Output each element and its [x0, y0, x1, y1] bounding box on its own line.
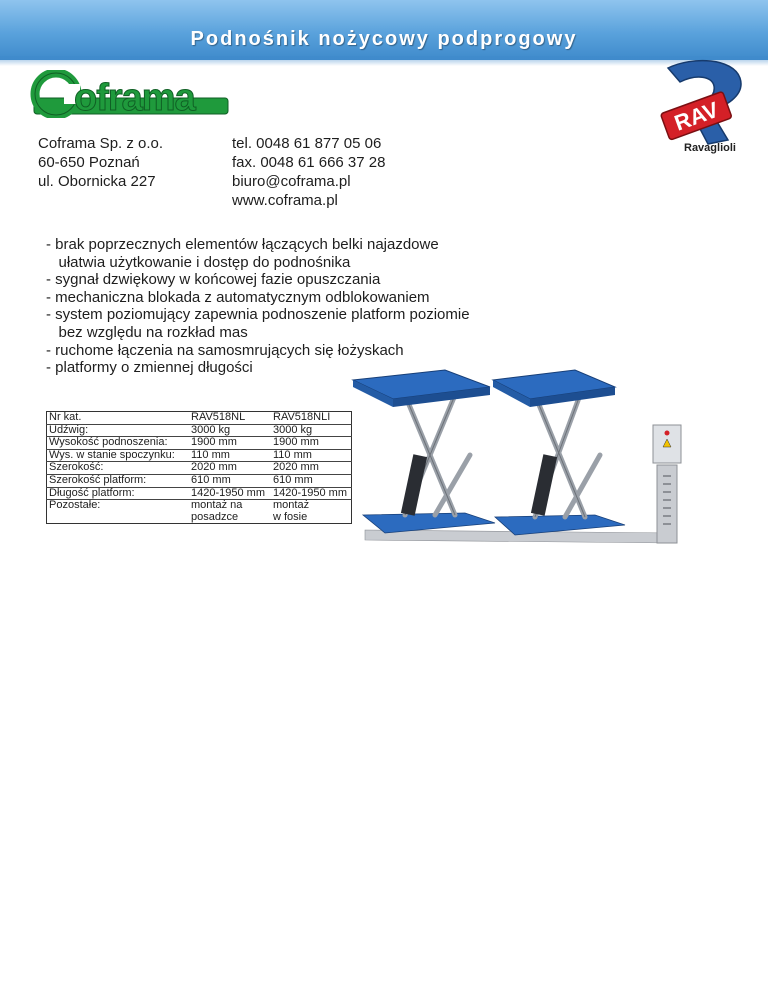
spec-value-nli: 1900 mm — [271, 437, 352, 450]
company-name: Coframa Sp. z o.o. — [38, 135, 164, 152]
spec-label: Wys. w stanie spoczynku: — [47, 449, 190, 462]
feature-line: - sygnał dzwiękowy w końcowej fazie opuszczania — [46, 271, 381, 289]
feature-line: - system poziomujący zapewnia podnoszenie platform poziomie — [46, 306, 470, 324]
spec-value-nli: 610 mm — [271, 474, 352, 487]
spec-label: Nr kat. — [47, 412, 190, 425]
feature-line: bez względu na rozkład mas — [46, 323, 248, 341]
spec-value-nli: 1420-1950 mm — [271, 487, 352, 500]
company-contact — [232, 134, 385, 210]
company-postal: 60-650 Poznań — [38, 154, 140, 171]
spec-value-nli: 3000 kg — [271, 424, 352, 437]
spec-value-nl: 1900 mm — [189, 437, 271, 450]
spec-value-nli: RAV518NLI — [271, 412, 352, 425]
scissor-lift-image — [345, 365, 700, 555]
phone: tel. 0048 61 877 05 06 — [232, 135, 382, 152]
spec-value-nl: RAV518NL — [189, 412, 271, 425]
spec-label: Wysokość podnoszenia: — [47, 437, 190, 450]
feature-list — [46, 236, 470, 377]
spec-value-nli: 110 mm — [271, 449, 352, 462]
left-lift-unit — [353, 370, 495, 533]
fax: fax. 0048 61 666 37 28 — [232, 154, 386, 171]
spec-table — [46, 411, 352, 524]
feature-line: - ruchome łączenia na samosmrujących się łożyskach — [46, 341, 404, 359]
spec-label: Długość platform: — [47, 487, 190, 500]
spec-value-nl: 3000 kg — [189, 424, 271, 437]
feature-line: - platformy o zmiennej długości — [46, 359, 253, 377]
website-link[interactable]: www.coframa.pl — [232, 192, 338, 209]
company-street: ul. Obornicka 227 — [38, 173, 156, 190]
spec-value-nl: 610 mm — [189, 474, 271, 487]
svg-text:oframa: oframa — [74, 77, 195, 118]
spec-value-nli: 2020 mm — [271, 462, 352, 475]
table-row — [47, 449, 352, 462]
spec-label: Pozostałe: — [49, 499, 101, 512]
spec-value-nl: 1420-1950 mm — [189, 487, 271, 500]
spec-value-nl: montaż na posadzce — [191, 499, 243, 523]
page-title: Podnośnik nożycowy podprogowy — [190, 28, 578, 50]
spec-value-nl: 2020 mm — [189, 462, 271, 475]
feature-line: ułatwia użytkowanie i dostęp do podnośnika — [46, 253, 351, 271]
control-cabinet — [653, 425, 681, 543]
table-row — [47, 474, 352, 487]
table-row — [47, 412, 352, 425]
coframa-logo — [30, 70, 230, 118]
right-lift-unit — [493, 370, 625, 535]
feature-line: - mechaniczna blokada z automatycznym odblokowaniem — [46, 288, 430, 306]
spec-label: Szerokość platform: — [47, 474, 190, 487]
feature-line: - brak poprzecznych elementów łączących belki najazdowe — [46, 236, 439, 253]
table-row — [47, 437, 352, 450]
spec-value-nl: 110 mm — [189, 449, 271, 462]
ravaglioli-label: Ravaglioli — [684, 142, 736, 154]
table-row — [47, 462, 352, 475]
spec-label: Udźwig: — [47, 424, 190, 437]
email-link[interactable]: biuro@coframa.pl — [232, 173, 351, 190]
table-row — [47, 500, 352, 524]
spec-label: Szerokość: — [47, 462, 190, 475]
spec-value-nli: montaż w fosie — [273, 499, 310, 523]
table-row — [47, 424, 352, 437]
company-address — [38, 134, 163, 191]
rav-mark-text: RAV — [671, 96, 722, 136]
table-row — [47, 487, 352, 500]
